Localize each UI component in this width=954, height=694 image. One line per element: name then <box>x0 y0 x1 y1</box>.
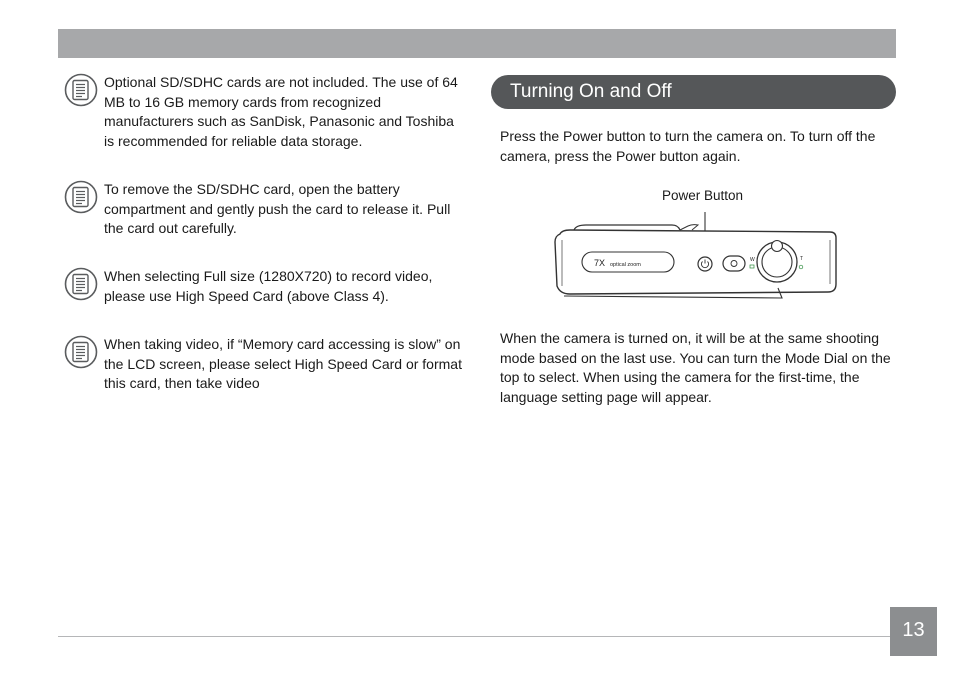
note-text: When selecting Full size (1280X720) to record video, please use High Speed Card (above Class 4). <box>104 268 433 304</box>
zoom-text: optical zoom <box>610 262 641 268</box>
section-title: Turning On and Off <box>510 81 672 102</box>
zoom-badge: 7X <box>594 258 606 268</box>
power-icon <box>698 257 712 271</box>
zoom-tele-label: T <box>800 256 804 262</box>
note-text: To remove the SD/SDHC card, open the battery compartment and gently push the card to release it. Pull the card out carefully. <box>104 181 451 237</box>
header-bar <box>58 29 896 58</box>
note-icon <box>64 335 98 369</box>
note-icon <box>64 180 98 214</box>
zoom-wide-label: W <box>750 257 755 263</box>
section-header <box>491 75 896 109</box>
section-intro: Press the Power button to turn the camera on. To turn off the camera, press the Power button again. <box>500 128 876 164</box>
note-icon <box>64 267 98 301</box>
mode-button-icon <box>723 256 745 271</box>
note-text: When taking video, if “Memory card accessing is slow” on the LCD screen, please select High Speed Card or format this card, then take video <box>104 336 462 392</box>
section-body: When the camera is turned on, it will be at the same shooting mode based on the last use. You can turn the Mode Dial on the top to select. When using the camera for the first-time, the language setting page will appear. <box>500 330 891 406</box>
power-button-label: Power Button <box>662 188 744 203</box>
page-number-box <box>890 607 937 656</box>
camera-top-illustration <box>552 212 838 304</box>
note-icon <box>64 73 98 107</box>
page-number: 13 <box>902 619 925 641</box>
note-text: Optional SD/SDHC cards are not included. The use of 64 MB to 16 GB memory cards from recognized manufacturers such as SanDisk, Panasonic and Toshiba is recommended for reliable data storage. <box>104 74 458 150</box>
footer-rule <box>58 636 890 637</box>
